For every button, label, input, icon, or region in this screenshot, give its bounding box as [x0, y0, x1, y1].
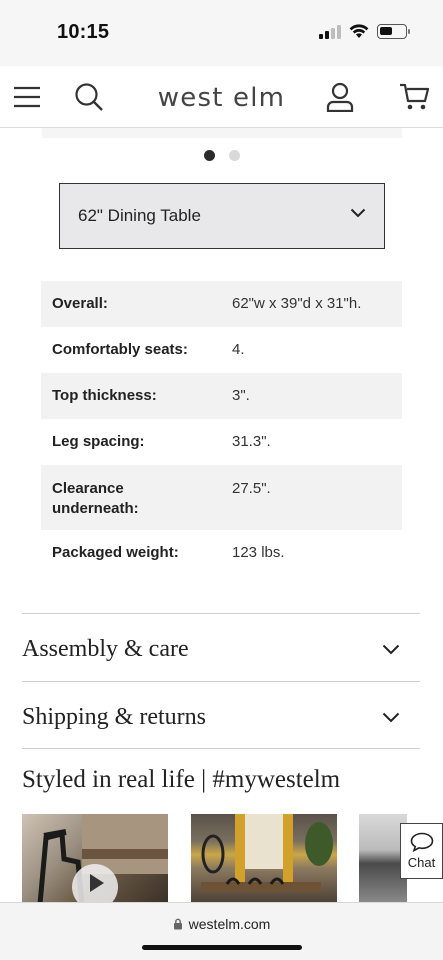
spec-value: 31.3". [232, 433, 271, 450]
carousel-dots [0, 150, 443, 161]
styled-section-title: Styled in real life | #mywestelm [22, 766, 341, 793]
spec-label: Overall: [52, 295, 108, 312]
size-select-value: 62" Dining Table [78, 206, 201, 225]
spec-value: 4. [232, 341, 245, 358]
spec-label: Packaged weight: [52, 544, 179, 561]
chat-label: Chat [407, 855, 436, 870]
chevron-down-icon [382, 644, 400, 655]
spec-row [41, 419, 402, 465]
gallery-thumb[interactable] [191, 814, 337, 904]
account-icon[interactable] [325, 82, 355, 112]
address-bar[interactable] [0, 916, 443, 932]
home-indicator [142, 945, 302, 950]
cellular-signal-icon [319, 25, 341, 39]
chat-bubble-icon [410, 832, 434, 852]
url-text: westelm.com [188, 916, 271, 932]
lock-icon [173, 918, 183, 930]
divider [22, 613, 420, 614]
shipping-returns-accordion[interactable] [22, 684, 420, 750]
spec-label: Clearance underneath: [52, 480, 139, 517]
spec-row [41, 281, 402, 327]
chevron-down-icon [382, 712, 400, 723]
spec-value: 27.5". [232, 480, 271, 497]
spec-value: 123 lbs. [232, 544, 285, 561]
product-image-carousel[interactable] [42, 128, 402, 138]
spec-label: Leg spacing: [52, 433, 145, 450]
divider [22, 748, 420, 749]
site-logo[interactable]: west elm [157, 83, 286, 113]
divider [22, 681, 420, 682]
wifi-icon [349, 24, 369, 39]
spec-label: Top thickness: [52, 387, 157, 404]
cart-icon[interactable] [399, 82, 429, 112]
battery-icon [377, 24, 407, 39]
carousel-dot-2[interactable] [229, 150, 240, 161]
spec-row [41, 327, 402, 373]
gallery-thumb-video[interactable] [22, 814, 168, 904]
spec-row [41, 373, 402, 419]
dining-room-photo [191, 814, 337, 904]
status-time: 10:15 [57, 21, 110, 43]
status-icons [319, 24, 407, 39]
accordion-label: Shipping & returns [22, 703, 206, 730]
spec-row [41, 465, 402, 530]
spec-row [41, 530, 402, 576]
specs-table [41, 281, 402, 576]
accordion-label: Assembly & care [22, 635, 189, 662]
carousel-dot-1[interactable] [204, 150, 215, 161]
chevron-down-icon [350, 208, 366, 218]
site-header [0, 66, 443, 128]
spec-value: 62"w x 39"d x 31"h. [232, 295, 362, 312]
spec-value: 3". [232, 387, 250, 404]
spec-label: Comfortably seats: [52, 341, 188, 358]
assembly-care-accordion[interactable] [22, 616, 420, 682]
play-icon[interactable] [72, 864, 118, 904]
product-size-select[interactable] [59, 183, 385, 249]
browser-bottom-bar [0, 902, 443, 960]
status-bar [0, 0, 443, 66]
chat-button[interactable] [400, 823, 443, 879]
